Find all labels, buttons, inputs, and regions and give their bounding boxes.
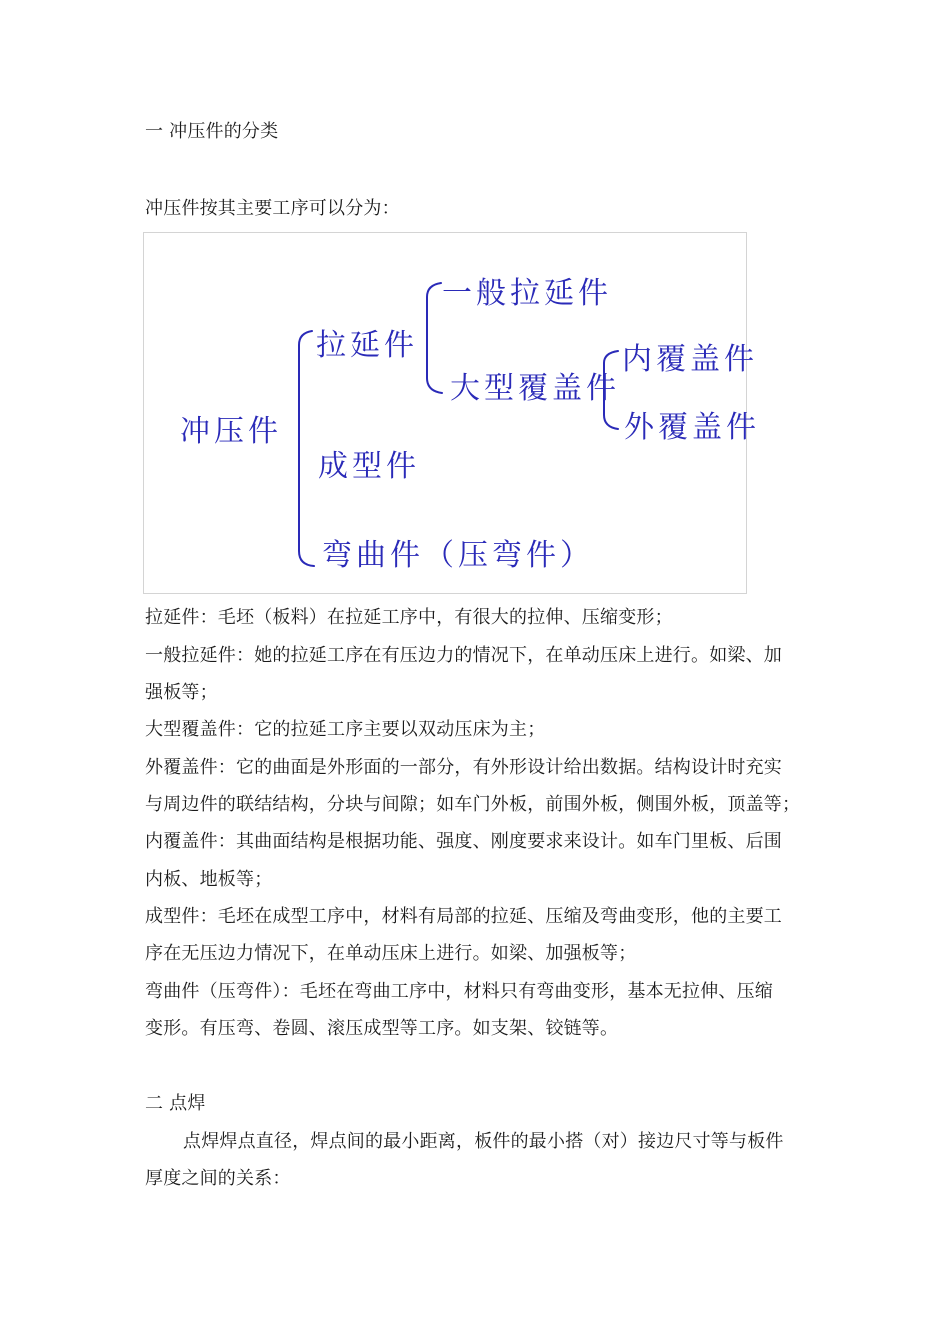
definition-line: 弯曲件（压弯件）：毛坯在弯曲工序中，材料只有弯曲变形，基本无拉伸、压缩 — [145, 981, 773, 1002]
definition-line: 序在无压边力情况下，在单动压床上进行。如梁、加强板等； — [145, 943, 637, 964]
section-2-heading: 二 点焊 — [145, 1093, 206, 1114]
node-root: 冲压件 — [180, 414, 282, 449]
definition-line: 强板等； — [145, 682, 218, 703]
definition-line: 拉延件：毛坯（板料）在拉延工序中，有很大的拉伸、压缩变形； — [145, 607, 673, 628]
node-bending: 弯曲件（压弯件） — [322, 538, 594, 573]
definition-line: 内板、地板等； — [145, 869, 273, 890]
definition-line: 内覆盖件：其曲面结构是根据功能、强度、刚度要求来设计。如车门里板、后围 — [145, 831, 782, 852]
section-1-heading: 一 冲压件的分类 — [145, 121, 279, 142]
drawing-bracket — [427, 283, 442, 393]
definition-line: 与周边件的联结结构，分块与间隙；如车门外板，前围外板，侧围外板，顶盖等； — [145, 794, 801, 815]
definition-line: 外覆盖件：它的曲面是外形面的一部分，有外形设计给出数据。结构设计时充实 — [145, 757, 782, 778]
node-large-panel: 大型覆盖件 — [450, 371, 620, 406]
section-2-paragraph-line: 点焊焊点直径，焊点间的最小距离，板件的最小搭（对）接边尺寸等与板件 — [183, 1131, 784, 1152]
section-1-intro: 冲压件按其主要工序可以分为： — [145, 198, 400, 219]
node-forming: 成型件 — [318, 449, 420, 484]
root-bracket — [299, 331, 314, 566]
definition-line: 变形。有压弯、卷圆、滚压成型等工序。如支架、铰链等。 — [145, 1018, 619, 1039]
node-outer-panel: 外覆盖件 — [624, 410, 760, 445]
node-general-drawing: 一般拉延件 — [442, 276, 612, 311]
section-2-paragraph-line: 厚度之间的关系： — [145, 1168, 291, 1189]
node-drawing: 拉延件 — [316, 328, 418, 363]
definition-line: 成型件：毛坯在成型工序中，材料有局部的拉延、压缩及弯曲变形，他的主要工 — [145, 906, 782, 927]
node-inner-panel: 内覆盖件 — [622, 342, 758, 377]
classification-diagram — [143, 232, 760, 594]
definition-line: 一般拉延件：她的拉延工序在有压边力的情况下，在单动压床上进行。如梁、加 — [145, 645, 782, 666]
definition-line: 大型覆盖件：它的拉延工序主要以双动压床为主； — [145, 719, 546, 740]
